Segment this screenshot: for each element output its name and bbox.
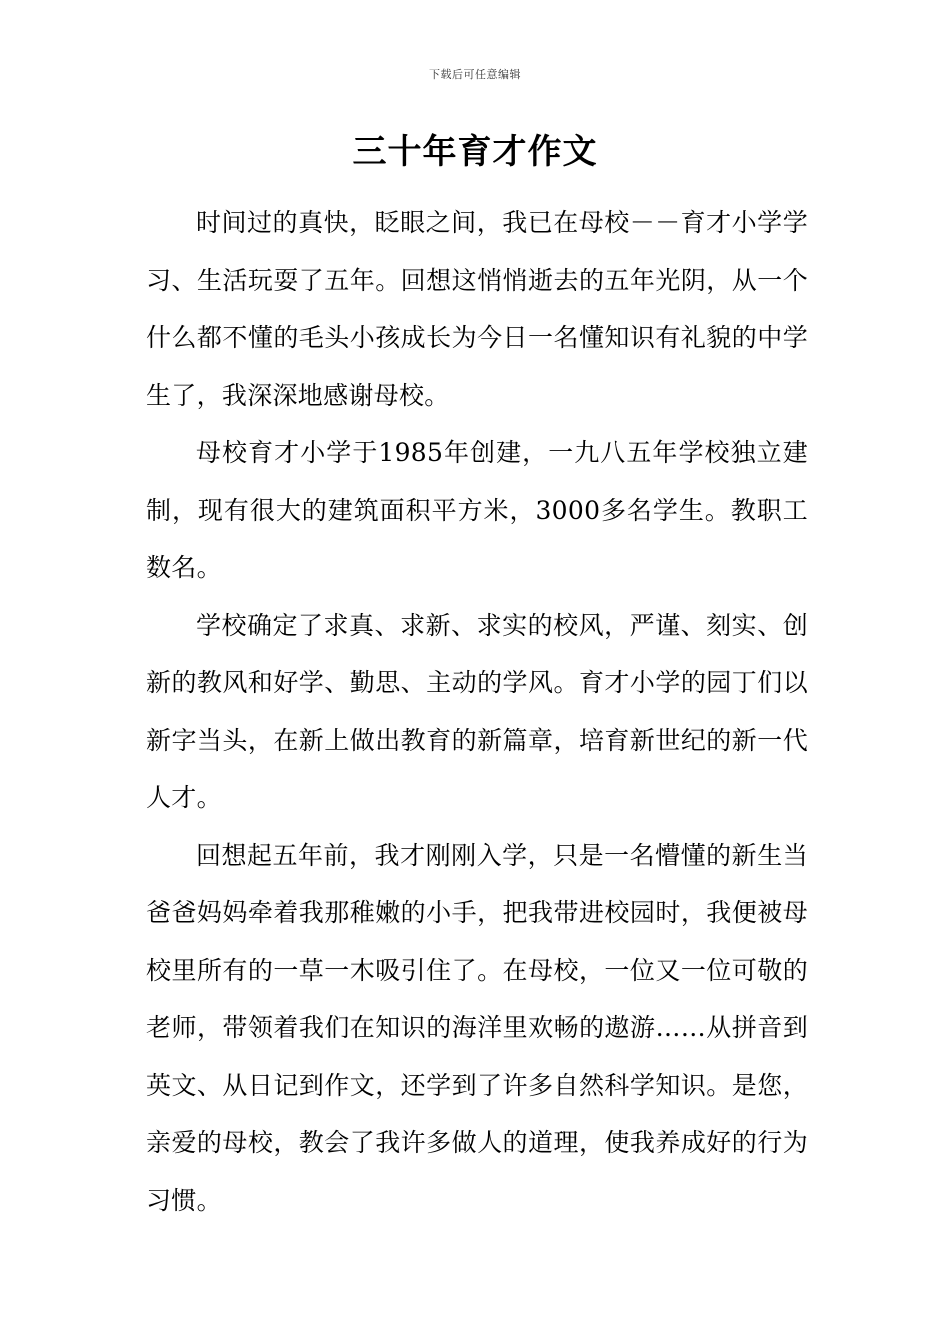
- paragraph-4: 回想起五年前，我才刚刚入学，只是一名懵懂的新生当爸爸妈妈牵着我那稚嫩的小手，把我带进校园时，我便被母校里所有的一草一木吸引住了。在母校，一位又一位可敬的老师，带领着我们在知识的海洋里欢畅的遨游……从拼音到英文、从日记到作文，还学到了许多自然科学知识。是您，亲爱的母校，教会了我许多做人的道理，使我养成好的行为习惯。: [146, 840, 808, 1215]
- header-note: 下载后可任意编辑: [429, 68, 521, 81]
- paragraph-1: 时间过的真快，眨眼之间，我已在母校－－育才小学学习、生活玩耍了五年。回想这悄悄逝去的五年光阴，从一个什么都不懂的毛头小孩成长为今日一名懂知识有礼貌的中学生了，我深深地感谢母校。: [146, 208, 808, 410]
- document-body: [146, 194, 808, 1229]
- paragraph-3: 学校确定了求真、求新、求实的校风，严谨、刻实、创新的教风和好学、勤思、主动的学风。育才小学的园丁们以新字当头，在新上做出教育的新篇章，培育新世纪的新一代人才。: [146, 610, 808, 812]
- document-title: 三十年育才作文: [352, 132, 598, 172]
- paragraph-2: 母校育才小学于1985年创建，一九八五年学校独立建制，现有很大的建筑面积平方米，3000多名学生。教职工数名。: [146, 438, 808, 582]
